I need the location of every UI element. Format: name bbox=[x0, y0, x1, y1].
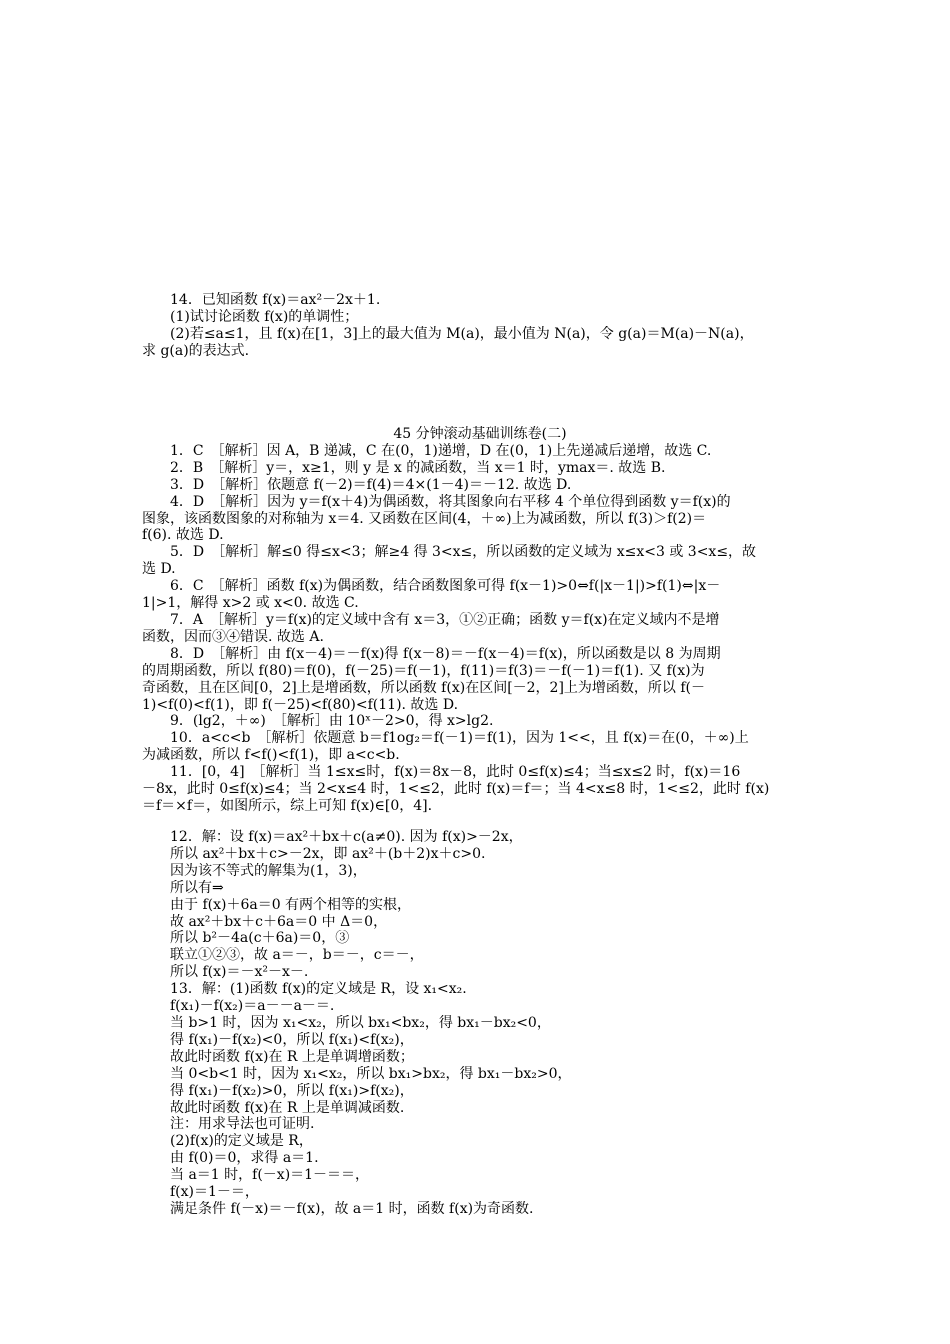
text-line: 1|>1，解得 x>2 或 x<0. 故选 C. bbox=[142, 595, 359, 612]
text-line: 为减函数，所以 f<f()<f(1)，即 a<c<b. bbox=[142, 747, 400, 764]
solutions-section bbox=[142, 829, 818, 1218]
text-line: 所以 ax²＋bx＋c>－2x，即 ax²＋(b＋2)x＋c>0. bbox=[170, 845, 486, 862]
text-line: 故此时函数 f(x)在 R 上是单调减函数. bbox=[170, 1099, 405, 1116]
text-line: ＝f＝×f＝，如图所示，综上可知 f(x)∈[0，4]. bbox=[142, 797, 433, 814]
text-line: 9．(lg2，＋∞) ［解析］由 10ˣ－2>0，得 x>lg2. bbox=[170, 713, 494, 730]
text-line: 6．C ［解析］函数 f(x)为偶函数，结合函数图象可得 f(x－1)>0⇔f(|x－1|)>f(1)⇔|x－ bbox=[170, 578, 721, 595]
text-line: 13．解：(1)函数 f(x)的定义域是 R，设 x₁<x₂. bbox=[170, 981, 467, 998]
text-line: 所以 f(x)＝－x²－x－. bbox=[170, 964, 309, 981]
text-line: 当 b>1 时，因为 x₁<x₂，所以 bx₁<bx₂，得 bx₁－bx₂<0， bbox=[170, 1014, 551, 1031]
text-line: 7．A ［解析］y＝f(x)的定义域中含有 x＝3，①②正确；函数 y＝f(x)在定义域内不是增 bbox=[170, 611, 720, 628]
text-line: f(x₁)－f(x₂)＝a－－a－＝. bbox=[170, 998, 335, 1015]
text-line: 由于 f(x)＋6a＝0 有两个相等的实根， bbox=[170, 896, 412, 913]
text-line: (1)试讨论函数 f(x)的单调性； bbox=[170, 308, 359, 325]
text-line: 8．D ［解析］由 f(x－4)＝－f(x)得 f(x－8)＝－f(x－4)＝f(x)，所以函数是以 8 为周期 bbox=[170, 645, 721, 662]
text-line: 当 a＝1 时，f(－x)＝1－＝＝， bbox=[170, 1167, 370, 1184]
section-title: 45 分钟滚动基础训练卷(二) bbox=[393, 426, 567, 442]
text-line: 注：用求导法也可证明. bbox=[170, 1116, 315, 1133]
text-line: 4．D ［解析］因为 y＝f(x＋4)为偶函数，将其图象向右平移 4 个单位得到函数 y＝f(x)的 bbox=[170, 493, 731, 510]
text-line: (2)f(x)的定义域是 R， bbox=[170, 1133, 313, 1150]
problem-14 bbox=[142, 292, 818, 360]
text-line: 当 0<b<1 时，因为 x₁<x₂，所以 bx₁>bx₂，得 bx₁－bx₂>0， bbox=[170, 1065, 572, 1082]
text-line: 满足条件 f(－x)＝－f(x)，故 a＝1 时，函数 f(x)为奇函数. bbox=[170, 1200, 534, 1217]
text-line: －8x，此时 0≤f(x)≤4；当 2<x≤4 时，1<≤2，此时 f(x)＝f＝；当 4<x≤8 时，1<≤2，此时 f(x) bbox=[142, 781, 770, 798]
text-line: 故此时函数 f(x)在 R 上是单调增函数； bbox=[170, 1048, 414, 1065]
text-line: 所以 b²－4a(c＋6a)＝0，③ bbox=[170, 930, 350, 947]
text-line: 由 f(0)＝0，求得 a＝1. bbox=[170, 1150, 319, 1167]
text-line: 10．a<c<b ［解析］依题意 b＝f1og₂＝f(－1)＝f(1)，因为 1<<，且 f(x)＝在(0，＋∞)上 bbox=[170, 730, 749, 747]
text-line: 因为该不等式的解集为(1，3)， bbox=[170, 862, 367, 879]
text-line: 得 f(x₁)－f(x₂)<0，所以 f(x₁)<f(x₂)， bbox=[170, 1031, 414, 1048]
text-line: 5．D ［解析］解≤0 得≤x<3；解≥4 得 3<x≤，所以函数的定义域为 x≤x<3 或 3<x≤，故 bbox=[170, 544, 757, 561]
text-line: 14．已知函数 f(x)＝ax²－2x＋1. bbox=[170, 292, 381, 308]
text-line: 11．[0，4] ［解析］当 1≤x≤时，f(x)＝8x－8，此时 0≤f(x)≤4；当≤x≤2 时，f(x)＝16 bbox=[170, 764, 741, 781]
text-line: (2)若≤a≤1，且 f(x)在[1，3]上的最大值为 M(a)，最小值为 N(a)，令 g(a)＝M(a)－N(a)， bbox=[170, 325, 754, 342]
text-line: 求 g(a)的表达式. bbox=[142, 342, 250, 359]
answers-section bbox=[142, 426, 818, 815]
text-line: f(x)＝1－＝， bbox=[170, 1184, 259, 1201]
text-line: 3．D ［解析］依题意 f(－2)＝f(4)＝4×(1－4)＝－12. 故选 D. bbox=[170, 476, 572, 493]
text-line: 奇函数，且在区间[0，2]上是增函数，所以函数 f(x)在区间[－2，2]上为增函数，所以 f(－ bbox=[142, 679, 706, 696]
text-line: 1)<f(0)<f(1)，即 f(－25)<f(80)<f(11). 故选 D. bbox=[142, 696, 459, 713]
text-line: 的周期函数，所以 f(80)＝f(0)，f(－25)＝f(－1)，f(11)＝f(3)＝－f(－1)＝f(1). 又 f(x)为 bbox=[142, 662, 705, 679]
text-line: 1．C ［解析］因 A，B 递减，C 在(0，1)递增，D 在(0，1)上先递减后递增，故选 C. bbox=[170, 442, 712, 459]
text-line: 函数，因而③④错误. 故选 A. bbox=[142, 628, 324, 645]
text-line: 联立①②③，故 a＝－，b＝－，c＝－， bbox=[170, 947, 424, 964]
text-line: 12．解：设 f(x)＝ax²＋bx＋c(a≠0). 因为 f(x)>－2x， bbox=[170, 829, 523, 845]
text-line: 得 f(x₁)－f(x₂)>0，所以 f(x₁)>f(x₂)， bbox=[170, 1082, 414, 1099]
text-line: 2．B ［解析］y＝，x≥1，则 y 是 x 的减函数，当 x＝1 时，ymax＝. 故选 B. bbox=[170, 459, 666, 476]
text-line: 故 ax²＋bx＋c＋6a＝0 中 Δ＝0， bbox=[170, 913, 388, 930]
text-line: f(6). 故选 D. bbox=[142, 527, 224, 544]
text-line: 选 D. bbox=[142, 561, 176, 578]
text-line: 图象，该函数图象的对称轴为 x＝4. 又函数在区间(4，＋∞)上为减函数，所以 f(3)＞f(2)＝ bbox=[142, 510, 707, 527]
text-line: 所以有⇒ bbox=[170, 879, 224, 896]
